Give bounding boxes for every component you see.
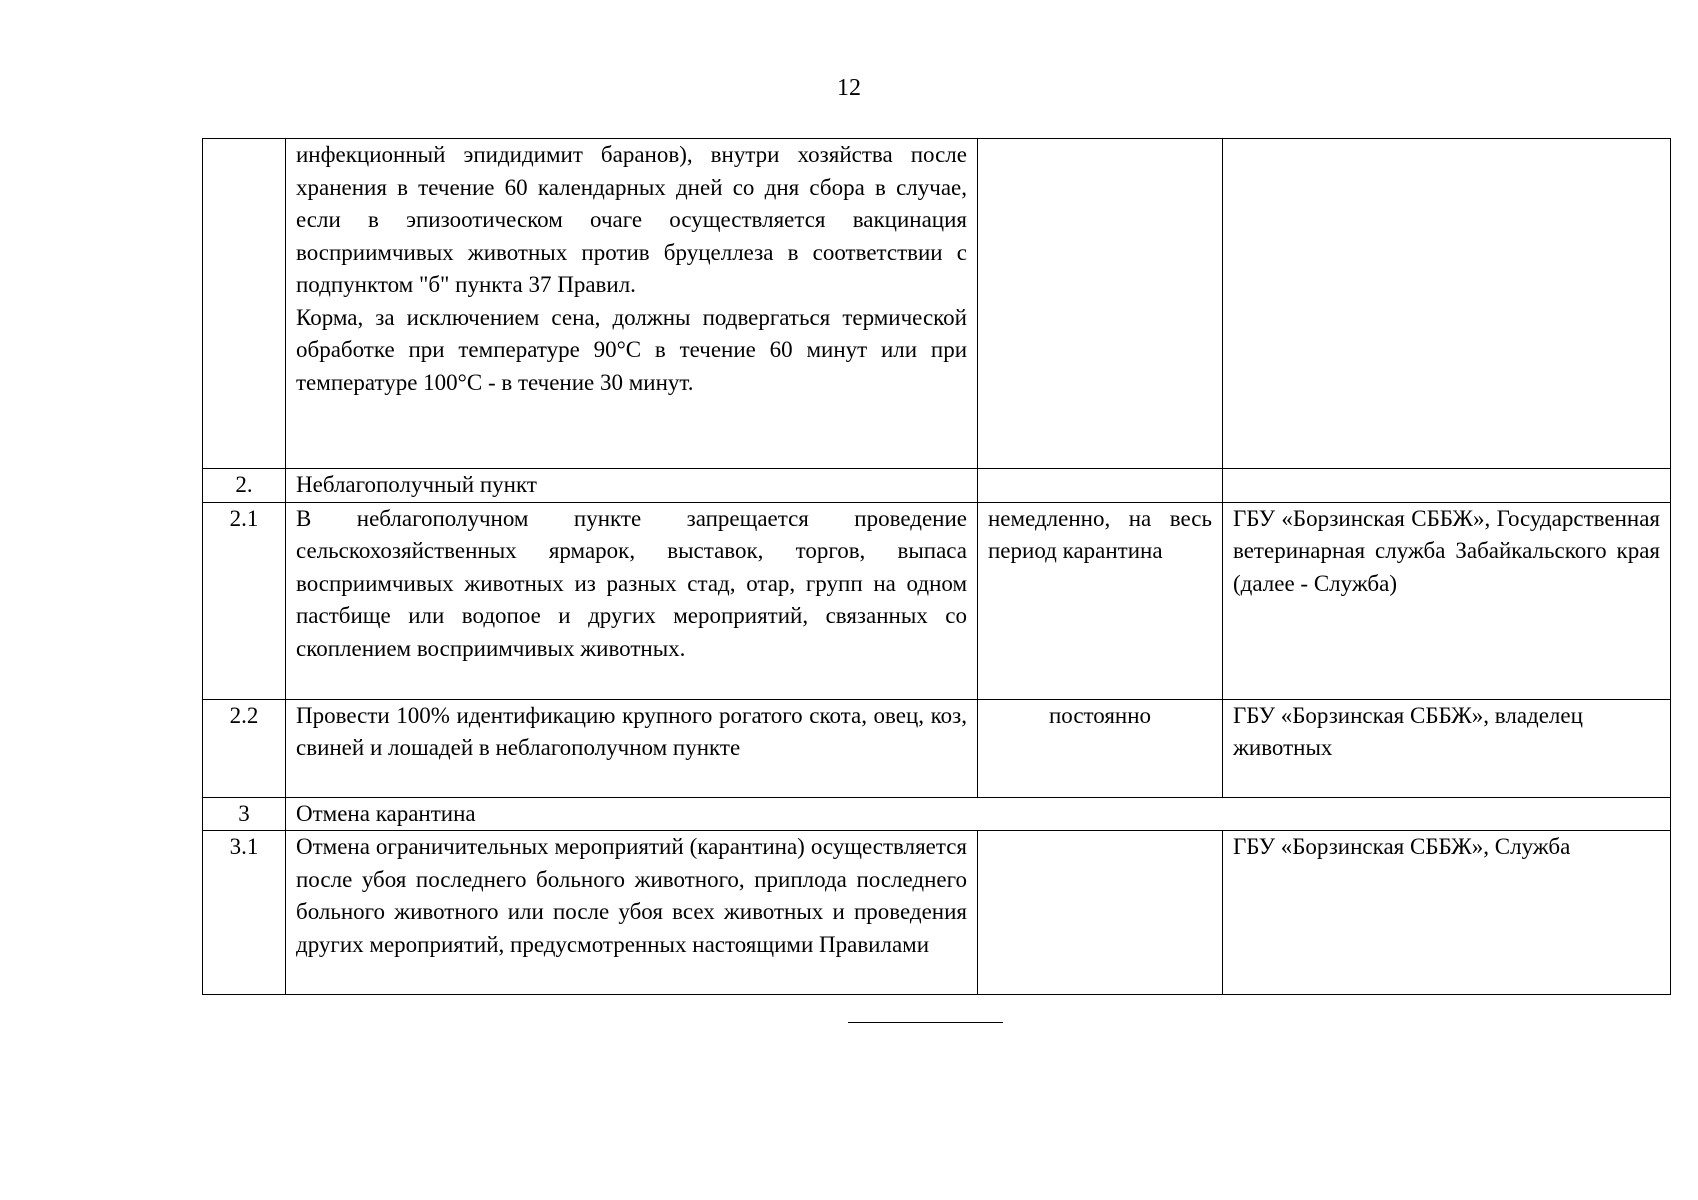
table-row [203, 831, 1671, 995]
row-number: 2.2 [203, 699, 286, 797]
measure-paragraph: В неблагополучном пункте запрещается проведение сельскохозяйственных ярмарок, выставок, торгов, выпаса восприимчивых животных из разных стад, отар, групп на одном пастбище или водопое и других мероприятий, связанных со скоплением восприимчивых животных. [296, 505, 967, 661]
term-cell [978, 469, 1223, 503]
measure-paragraph: Отмена карантина [296, 800, 476, 826]
responsible-cell: ГБУ «Борзинская СББЖ», Служба [1223, 831, 1671, 995]
measure-cell [286, 502, 978, 699]
section-title [286, 469, 978, 503]
row-number: 3.1 [203, 831, 286, 995]
page-number: 12 [837, 75, 861, 101]
responsible-cell [1223, 139, 1671, 469]
measure-paragraph: инфекционный эпидидимит баранов), внутри хозяйства после хранения в течение 60 календарных дней со дня сбора в случае, если в эпизоотическом очаге осуществляется вакцинация восприимчивых животных против бруцеллеза в соответствии с подпунктом "б" пункта 37 Правил. [296, 142, 967, 297]
row-number: 2. [203, 469, 286, 503]
responsible-cell: ГБУ «Борзинская СББЖ», Государственная ветеринарная служба Забайкальского края (далее - Служба) [1223, 502, 1671, 699]
table-row [203, 139, 1671, 469]
row-number: 2.1 [203, 502, 286, 699]
table-row [203, 699, 1671, 797]
measure-paragraph: Отмена ограничительных мероприятий (карантина) осуществляется после убоя последнего больного животного, приплода последнего больного животного или после убоя всех животных и проведения других мероприятий, предусмотренных настоящими Правилами [296, 834, 967, 957]
term-cell: постоянно [978, 699, 1223, 797]
term-cell: немедленно, на весь период карантина [978, 502, 1223, 699]
measures-table [202, 138, 1671, 995]
measure-paragraph: Корма, за исключением сена, должны подвергаться термической обработке при температуре 90°С в течение 60 минут или при температуре 100°С - в течение 30 минут. [296, 304, 967, 395]
responsible-cell: ГБУ «Борзинская СББЖ», владелец животных [1223, 699, 1671, 797]
responsible-cell [1223, 469, 1671, 503]
section-row [203, 469, 1671, 503]
measure-paragraph: Провести 100% идентификацию крупного рогатого скота, овец, коз, свиней и лошадей в неблагополучном пункте [296, 702, 967, 760]
measure-cell [286, 139, 978, 469]
measure-paragraph: Неблагополучный пункт [296, 472, 537, 497]
section-row [203, 797, 1671, 831]
row-number: 3 [203, 797, 286, 831]
row-number [203, 139, 286, 469]
term-cell [978, 831, 1223, 995]
end-separator-line [848, 1022, 1003, 1023]
section-title [286, 797, 1671, 831]
measure-cell [286, 699, 978, 797]
measure-cell [286, 831, 978, 995]
term-cell [978, 139, 1223, 469]
table-row [203, 502, 1671, 699]
